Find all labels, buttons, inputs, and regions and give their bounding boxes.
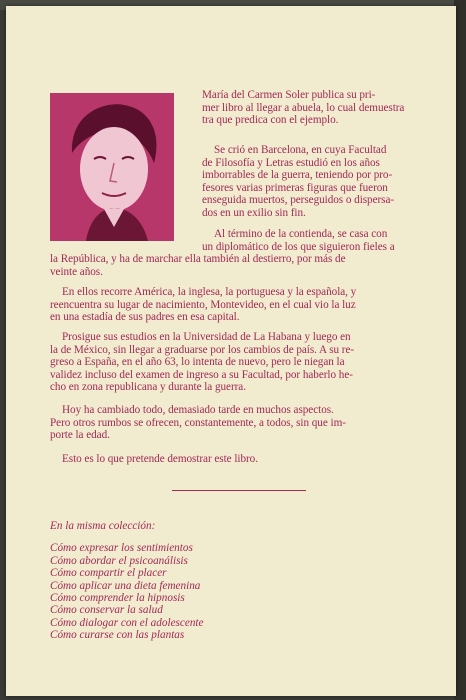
bio-paragraph-4 xyxy=(50,286,356,324)
bio-line: veinte años. xyxy=(50,265,103,278)
bio-line: Esto es lo que pretende demostrar este libro. xyxy=(62,453,258,465)
bio-line: fesores varias primeras figuras que fueron xyxy=(202,181,388,194)
bio-line: María del Carmen Soler publica su pri- xyxy=(202,89,376,101)
bio-line: Al término de la contienda, se casa con xyxy=(214,228,388,240)
bio-paragraph-5 xyxy=(50,331,354,394)
bio-line: Hoy ha cambiado todo, demasiado tarde en muchos aspectos. xyxy=(62,404,334,416)
bio-line: porte la edad. xyxy=(50,429,110,442)
bio-line: validez incluso del examen de ingreso a su Facultad, por haberlo he- xyxy=(50,368,353,381)
bio-line: un diplomático de los que siguieron fieles a xyxy=(202,240,395,253)
bio-line: greso a España, en el año 63, lo intenta de nuevo, pero le niegan la xyxy=(50,356,345,369)
bio-paragraph-6 xyxy=(50,404,346,442)
collection-item: Cómo comprender la hipnosis xyxy=(50,592,185,605)
bio-line: Prosigue sus estudios en la Universidad de La Habana y luego en xyxy=(62,331,351,343)
bio-line: de Filosofía y Letras estudió en los años xyxy=(202,156,380,169)
collection-item: Cómo dialogar con el adolescente xyxy=(50,616,204,629)
bio-line: mer libro al llegar a abuela, lo cual demuestra xyxy=(202,101,405,114)
author-portrait xyxy=(50,93,174,241)
collection-list xyxy=(50,520,204,642)
collection-heading: En la misma colección: xyxy=(50,520,156,532)
bio-line: enseguida muertos, perseguidos o dispersa- xyxy=(202,194,395,207)
bio-line: imborrables de la guerra, teniendo por pro- xyxy=(202,169,393,182)
bio-line: la República, y ha de marchar ella también al destierro, por más de xyxy=(50,253,346,266)
collection-item: Cómo abordar el psicoanálisis xyxy=(50,554,188,567)
bio-line: Pero otros rumbos se ofrecen, constantemente, a todos, sin que im- xyxy=(50,416,346,429)
section-divider xyxy=(172,490,306,491)
bio-line: cho en zona republicana y durante la guerra. xyxy=(50,381,246,394)
bio-line: tra que predica con el ejemplo. xyxy=(202,114,339,127)
collection-item: Cómo compartir el placer xyxy=(50,567,167,580)
bio-line: la de México, sin llegar a graduarse por los cambios de país. A su re- xyxy=(50,343,355,356)
bio-paragraph-1 xyxy=(202,89,404,127)
bio-line: dos en un exilio sin fin. xyxy=(202,206,306,219)
book-back-cover xyxy=(6,6,456,696)
collection-item: Cómo curarse con las plantas xyxy=(50,629,185,642)
bio-line: en una estadía de sus padres en esa capital. xyxy=(50,311,240,324)
bio-line: reencuentra su lugar de nacimiento, Montevideo, en el cual vio la luz xyxy=(50,298,356,311)
collection-item: Cómo aplicar una dieta femenina xyxy=(50,579,201,592)
collection-item: Cómo expresar los sentimientos xyxy=(50,542,193,555)
bio-paragraph-3 xyxy=(50,228,395,278)
bio-paragraph-2 xyxy=(202,144,394,220)
bio-line: En ellos recorre América, la inglesa, la portuguesa y la española, y xyxy=(62,286,357,298)
author-portrait-image xyxy=(50,93,174,241)
bio-paragraph-7 xyxy=(50,453,258,466)
bio-line: Se crió en Barcelona, en cuya Facultad xyxy=(214,144,387,156)
collection-item: Cómo conservar la salud xyxy=(50,604,163,617)
